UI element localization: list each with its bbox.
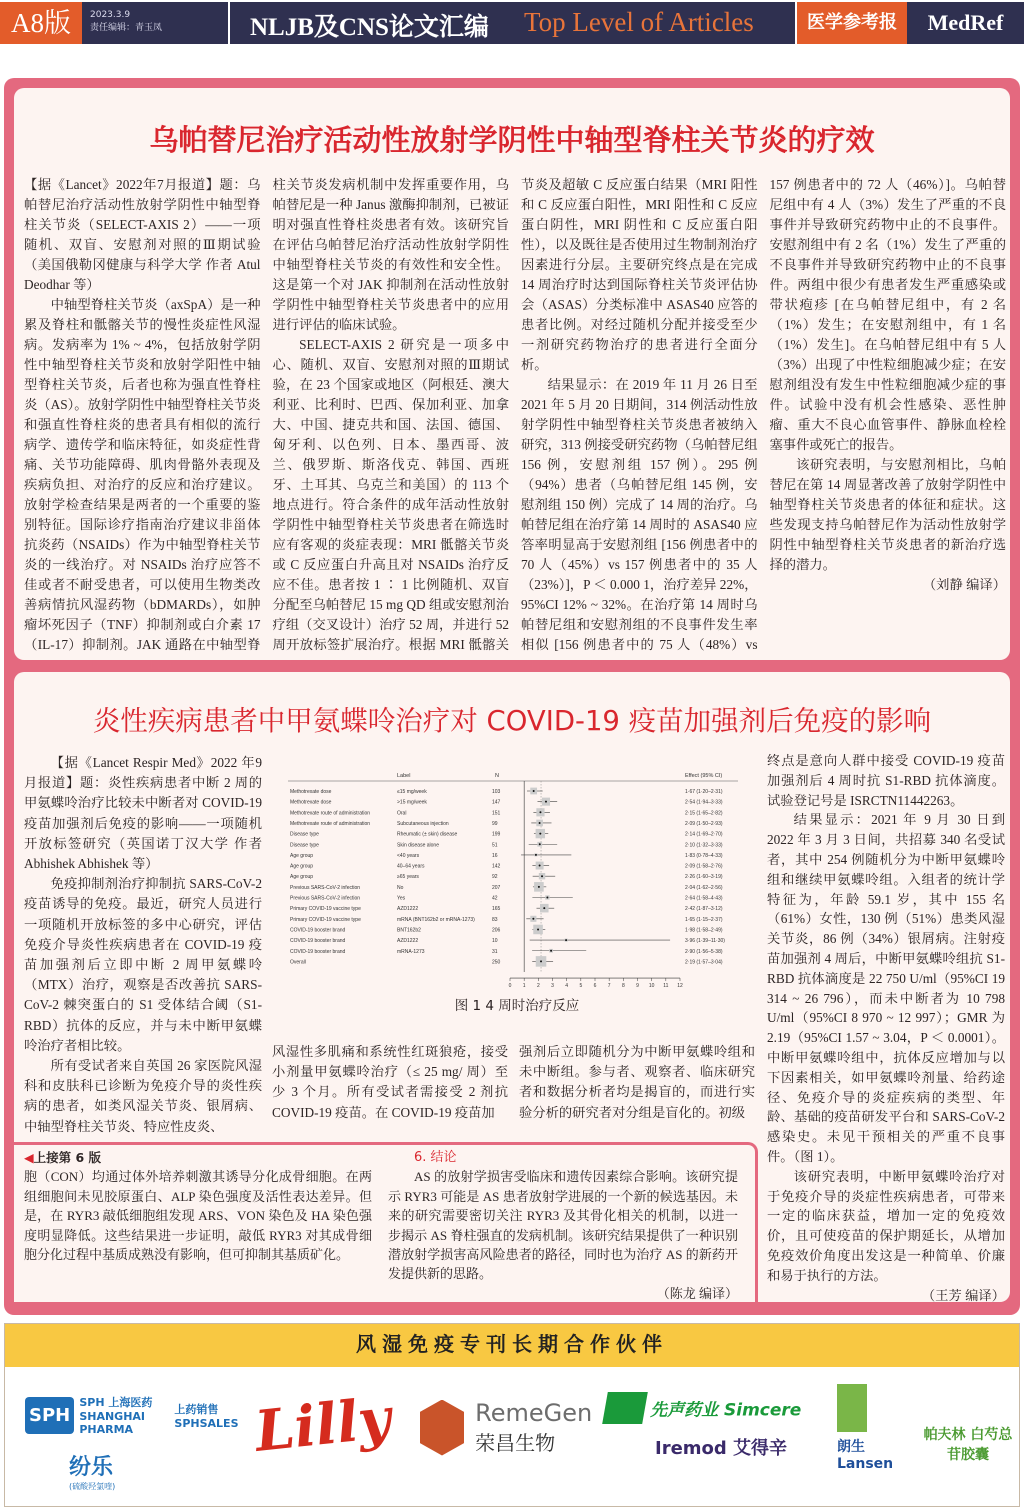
point-estimate	[539, 811, 541, 813]
editor-credit: 责任编辑：青玉凤	[90, 23, 163, 33]
simcere-mark-icon	[602, 1392, 648, 1424]
paragraph: 所有受试者来自英国 26 家医院风湿科和皮肤科已诊断为免疫介导的炎性疾病的患者，如类风湿关节炎、银屑病、中轴型脊柱关节炎、特应性皮炎、	[24, 1058, 262, 1134]
logo-remegen	[420, 1399, 592, 1456]
sph-mark: SPH	[25, 1397, 74, 1434]
partners-section	[4, 1323, 1020, 1507]
sph-text: SPH 上海医药 SHANGHAI PHARMA	[79, 1396, 153, 1436]
point-estimate	[535, 854, 537, 856]
x-tick-label: 3	[551, 983, 554, 990]
row-group: Primary COVID-19 vaccine type	[290, 906, 361, 913]
row-effect: 2·42 (1·87–3·12)	[685, 906, 723, 913]
row-effect: 1·98 (1·58–2·49)	[685, 927, 723, 934]
divider	[228, 2, 230, 44]
brand-cn: 医学参考报	[795, 2, 907, 44]
point-estimate	[541, 875, 543, 877]
row-label: >15 mg/week	[397, 799, 427, 806]
x-tick-label: 4	[565, 983, 569, 990]
logo-lilly: Lilly	[251, 1385, 394, 1465]
paragraph: 该研究表明，与安慰剂相比，乌帕替尼在第 14 周显著改善了放射学阴性中轴型脊柱关节炎患者的体征和症状。这些发现支持乌帕替尼作为活动性放射学阴性中轴型脊柱关节炎患者的新治疗选择的潜力。	[769, 457, 1006, 572]
paragraph: 结果显示：2021 年 9 月 30 日到 2022 年 3 月 3 日间，共招募 340 名受试者，其中 254 例随机分为中断甲氨蝶呤组和继续甲氨蝶呤组。入组者的统计学特征为，年龄 59.1 岁，其中 155 名（61%）女性，130 例（51%）患类风湿关节炎，86 例（34%）银屑病。注射疫苗加强剂 4 周后，中断甲氨蝶呤组抗 S1-RBD 抗体滴度是 22 750 U/ml（95%CI 19 314 ~ 26 796），而未中断者为 10 798 U/ml（95%CI 8 970 ~ 12 997）；GMR 为 2.19（95%CI 1.57 ~ 3.04，P ＜ 0.0001）。中断甲氨蝶呤组中，抗体反应增加与以下因素相关，如甲氨蝶呤剂量、给药途径、免疫介导的炎症疾病的类型、年龄、基础的疫苗研发平台和 SARS-CoV-2 感染史。未见干预相关的严重不良事件。（图 1）。	[767, 812, 1005, 1164]
x-tick-label: 6	[593, 983, 597, 990]
row-n: 142	[492, 863, 501, 870]
point-estimate	[539, 843, 541, 845]
row-n: 151	[492, 810, 501, 817]
signature: （刘静 编译）	[922, 577, 1006, 592]
row-n: 99	[492, 820, 498, 827]
row-n: 10	[492, 938, 498, 945]
sph-sales: 上药销售 SPHSALES	[174, 1402, 239, 1430]
lansen-mark-icon	[837, 1384, 867, 1432]
row-effect: 2·09 (1·50–2·93)	[685, 820, 723, 827]
point-estimate	[550, 950, 552, 952]
brand-en: MedRef	[927, 10, 1004, 35]
article-2-title: 炎性疾病患者中甲氨蝶呤治疗对 COVID-19 疫苗加强剂后免疫的影响	[92, 705, 932, 737]
row-group: Age group	[290, 863, 314, 870]
row-group: Methotrexate route of administration	[290, 820, 371, 827]
issue-meta	[90, 9, 162, 35]
iremod-name: Iremod 艾得辛	[655, 1438, 788, 1459]
row-n: 92	[492, 874, 498, 881]
paragraph: 免疫抑制剂治疗抑制抗 SARS-CoV-2 疫苗诱导的免疫。最近，研究人员进行一项随机开放标签的多中心研究，评估免疫介导炎性疾病患者在 COVID-19 疫苗加强剂后立即中断 2 周甲氨蝶呤（MTX）治疗，观察是否改善抗 SARS-CoV-2 棘突蛋白的 S1 受体结合阈（S1-RBD）抗体的反应，并与未中断甲氨蝶呤治疗者相比较。	[24, 876, 262, 1053]
section-title-cn: NLJB及CNS论文汇编	[250, 14, 489, 41]
row-group: Overall	[290, 959, 306, 966]
row-group: COVID-19 booster brand	[290, 938, 346, 945]
partners-title: 风湿免疫专刊长期合作伙伴	[5, 1324, 1019, 1367]
point-estimate	[539, 833, 541, 835]
article-2-col-3	[519, 1042, 755, 1123]
simcere-name: 先声药业 Simcere	[650, 1400, 802, 1421]
article-2-col-4	[767, 751, 1005, 1305]
row-effect: 2·54 (1·94–3·33)	[685, 799, 723, 806]
row-group: Age group	[290, 852, 314, 859]
section-heading: 6. 结论	[414, 1150, 457, 1165]
x-tick-label: 5	[579, 983, 583, 990]
point-estimate	[539, 822, 541, 824]
x-tick-label: 12	[677, 983, 683, 990]
row-group: Disease type	[290, 831, 319, 838]
paragraph: 中轴型脊柱关节炎（axSpA）是一种累及脊柱和骶髂关节的慢性炎症性风湿病。发病率为 1% ~ 4%，包括放射学阴性中轴型脊柱关节炎和放射学阳性中轴型脊柱关节炎，后者也称为强直性脊柱炎（AS）。放射学阴性中轴型脊柱关节炎和强直性脊柱炎的患者具有相似的流行病学、遗传学和临床特征，如炎症性背痛、关节功能障碍、肌肉骨骼外表现及疾病负担、对治疗的反应和治疗建议。放射学检查结果是两者的一个重要的鉴别特征。国际诊疗指南治疗建议非甾体抗炎药（NSAIDs）作为中轴型脊柱关节炎的一线治疗。对 NSAIDs 治疗应答不佳或者不耐受患者，可以使用生物类改善病情抗风湿药物（bDMARDs），如肿瘤坏死因子（TNF）抑制剂或白介素 17（IL-17）抑制剂。JAK 通路在中轴型脊柱关节炎发病机制中发挥重要作用，乌帕替尼是一种 Janus 激酶抑制剂，已被证明对强直性脊柱炎患者有效。该研究旨在评估乌帕替尼治疗活动性放射学阴性中轴型脊柱关节炎的有效性和安全性。这是第一个对 JAK 抑制剂在活动性放射学阴性中轴型脊柱关节炎患者中的应用进行评估的临床试验。	[24, 177, 509, 652]
logo-fenle	[69, 1450, 115, 1492]
signature: （王芳 编译）	[921, 1287, 1005, 1303]
fenle-sub: (硫酸羟氯喹)	[69, 1482, 116, 1491]
row-n: 250	[492, 959, 501, 966]
row-effect: 2·10 (1·32–3·33)	[685, 842, 723, 849]
row-label: ≤15 mg/week	[397, 789, 427, 795]
figure-caption: 图 1 4 周时治疗反应	[454, 998, 580, 1014]
row-effect: 2·14 (1·69–2·70)	[685, 831, 723, 838]
x-tick-label: 9	[636, 983, 639, 990]
row-effect: 2·04 (1·62–2·56)	[685, 884, 723, 891]
row-effect: 3·96 (1·39–11·30)	[685, 938, 725, 945]
row-label: ≥65 years	[397, 874, 419, 881]
logo-lansen	[837, 1384, 1013, 1472]
row-n: 199	[492, 831, 501, 838]
row-effect: 2·09 (1·58–2·76)	[685, 863, 723, 870]
paragraph: 结果显示：在 2019 年 11 月 26 日至 2021 年 5 月 20 日期间，314 例活动性放射学阴性中轴型脊柱关节炎患者被纳入研究，313 例接受研究药物（乌帕替尼组 156 例，安慰剂组 157 例）。295 例（94%）患者（乌帕替尼组 145 例，安慰剂组 150 例）完成了 14 周的治疗。乌帕替尼组在治疗第 14 周时的 ASAS40 应答率明显高于安慰剂组 [156 例患者中的 70 人（45%）vs 157 例患者中的 35 人（23%）]，P ＜ 0.000 1，治疗差异 22%，95%CI 12% ~ 32%。在治疗第 14 周时乌帕替尼组和安慰剂组的不良事件发生率相似 [156 例患者中的 75 人（48%）vs 157 例患者中的 72 人（46%）]。乌帕替尼组中有 4 人（3%）发生了严重的不良事件并导致研究药物中止的不良事件。安慰剂组中有 2 名（1%）发生了严重的不良事件并导致研究药物中止的不良事件。两组中很少有患者发生严重感染或带状疱疹 [在乌帕替尼组中，有 2 名（1%）发生；在安慰剂组中，有 1 名（1%）发生]。在乌帕替尼组中有 5 人（3%）出现了中性粒细胞减少症；在安慰剂组没有发生中性粒细胞减少症的事件。试验中没有机会性感染、恶性肿瘤、重大不良心血管事件、静脉血栓栓塞事件或死亡的报告。	[521, 177, 1006, 652]
page-header	[0, 2, 1024, 44]
header-effect: Effect (95% CI)	[685, 773, 723, 779]
row-label: AZD1222	[397, 938, 419, 945]
point-estimate	[546, 897, 548, 899]
row-group: COVID-19 booster brand	[290, 927, 346, 934]
row-effect: 2·64 (1·58–4·43)	[685, 895, 723, 902]
lansen-name: 朗生 Lansen	[837, 1439, 894, 1472]
point-estimate	[538, 886, 540, 888]
row-label: <40 years	[397, 852, 420, 859]
x-tick-label: 11	[663, 983, 669, 990]
x-tick-label: 1	[522, 983, 526, 990]
article-1-title: 乌帕替尼治疗活动性放射学阴性中轴型脊柱关节炎的疗效	[149, 123, 875, 157]
paragraph: 风湿性多肌痛和系统性红斑狼疮，接受小剂量甲氨蝶呤治疗（≤ 25 mg/ 周）至少 3 个月。所有受试者需接受 2 剂抗 COVID-19 疫苗。在 COVID-19 疫苗加	[272, 1044, 508, 1120]
article-2-title-box	[14, 672, 1010, 752]
point-estimate	[565, 939, 567, 941]
row-group: Age group	[290, 874, 314, 881]
paragraph: 【据《Lancet Respir Med》2022 年9月报道】题：炎性疾病患者中断 2 周的甲氨蝶呤治疗比较未中断者对 COVID-19 疫苗加强剂后免疫的影响——一项随机开放标签研究（英国诺丁汉大学 作者 Abhishek Abhishek 等）	[24, 755, 262, 872]
row-n: 207	[492, 884, 501, 891]
article-2-col-1	[24, 753, 262, 1137]
row-label: No	[397, 884, 404, 891]
row-group: Methotrexate route of administration	[290, 810, 371, 817]
point-estimate	[540, 960, 542, 962]
row-label: Oral	[397, 810, 407, 817]
paragraph: SELECT-AXIS 2 研究是一项多中心、随机、双盲、安慰剂对照的Ⅲ期试验，在 23 个国家或地区（阿根廷、澳大利亚、比利时、巴西、保加利亚、加拿大、中国、捷克共和国、法国、德国、匈牙利、以色列、日本、墨西哥、波兰、俄罗斯、斯洛伐克、韩国、西班牙、土耳其、乌克兰和美国）的 113 个地点进行。符合条件的成年活动性放射学阴性中轴型脊柱关节炎患者在筛选时应有客观的炎症表现：MRI 骶髂关节炎或 C 反应蛋白升高且对 NSAIDs 治疗反应不佳。患者按 1 ∶ 1 比例随机、双盲分配至乌帕替尼 15 mg QD 组或安慰剂治疗组（交叉设计）治疗 52 周，并进行 52 周开放标签扩展治疗。根据 MRI 骶髂关节炎及超敏 C 反应蛋白结果（MRI 阳性和 C 反应蛋白阳性，MRI 阳性和 C 反应蛋白阴性，MRI 阴性和 C 反应蛋白阳性），以及既往是否使用过生物制剂治疗因素进行分层。主要研究终点是在完成 14 周治疗时达到国际脊柱关节炎评估协会（ASAS）分类标准中 ASAS40 应答的患者比例。对经过随机分配并接受至少一剂研究药物治疗的患者进行全面分析。	[272, 177, 758, 652]
article-2-col-2	[272, 1042, 508, 1123]
logo-sph	[25, 1394, 255, 1436]
row-group: Methotrexate dose	[290, 799, 332, 806]
x-tick-label: 0	[508, 983, 512, 990]
row-label: mRNA-1273	[397, 948, 425, 955]
paragraph: 终点是意向人群中接受 COVID-19 疫苗加强剂后 4 周时抗 S1-RBD 抗体滴度。试验登记号是 ISRCTN11442263。	[767, 753, 1005, 808]
pafulin-name: 帕夫林 白芍总苷胶囊	[923, 1427, 1013, 1463]
x-tick-label: 2	[536, 983, 540, 990]
row-n: 103	[492, 789, 501, 795]
row-group: Previous SARS-CoV-2 infection	[290, 895, 361, 902]
paragraph: 强剂后立即随机分为中断甲氨蝶呤组和未中断组。参与者、观察者、临床研究者和数据分析者均是揭盲的，而进行实验分析的研究者对分组是盲化的。初级	[519, 1044, 755, 1120]
paragraph: 【据《Lancet》2022年7月报道】题：乌帕替尼治疗活动性放射学阴性中轴型脊柱关节炎（SELECT-AXIS 2）——一项随机、双盲、安慰剂对照的Ⅲ期试验（美国俄勒冈健康与科学大学 作者 Atul Deodhar 等）	[24, 177, 261, 292]
paragraph: AS 的放射学损害受临床和遗传因素综合影响。该研究提示 RYR3 可能是 AS 患者放射学进展的一个新的候选基因。未来的研究需要密切关注 RYR3 及其骨化相关的机制，以进一步揭示 AS 脊柱强直的发病机制。该研究结果提供了一种识别潜放射学损害高风险患者的路径，同时也为治疗 AS 的新药开发提供新的思路。	[388, 1169, 738, 1282]
row-group: Primary COVID-19 vaccine type	[290, 916, 361, 923]
point-estimate	[545, 801, 547, 803]
logo-simcere	[605, 1392, 801, 1460]
x-tick-label: 8	[621, 983, 625, 990]
header-n: N	[495, 773, 499, 779]
row-n: 51	[492, 842, 498, 849]
row-label: AZD1222	[397, 906, 419, 913]
row-n: 31	[492, 948, 498, 955]
row-label: BNT162b2	[397, 927, 421, 934]
paragraph: 该研究表明，中断甲氨蝶呤治疗对于免疫介导的炎症性疾病患者，可带来一定的临床获益，增加一定的免疫效价，且可使疫苗的保护期延长，从增加免疫效价角度出发这是一种简单、价廉和易于执行的方法。	[767, 1168, 1005, 1283]
row-label: Yes	[397, 895, 406, 902]
row-n: 206	[492, 927, 501, 934]
continued-label: ◀上接第 6 版	[24, 1150, 102, 1165]
point-estimate	[532, 918, 534, 920]
row-n: 83	[492, 916, 498, 923]
point-estimate	[533, 790, 535, 792]
remegen-cn: 荣昌生物	[475, 1431, 556, 1455]
row-effect: 2·19 (1·57–3·04)	[685, 959, 723, 966]
row-n: 147	[492, 799, 501, 806]
row-label: 40–64 years	[397, 863, 425, 870]
row-effect: 1·83 (0·78–4·33)	[685, 852, 723, 859]
row-label: mRNA (BNT162b2 or mRNA-1273)	[397, 916, 475, 923]
continued-left	[24, 1148, 372, 1264]
point-estimate	[543, 907, 545, 909]
point-estimate	[539, 865, 541, 867]
row-effect: 1·65 (1·15–2·37)	[685, 916, 723, 923]
row-group: Methotrexate dose	[290, 789, 332, 795]
continued-right	[388, 1148, 738, 1303]
forest-plot	[282, 766, 752, 996]
article-1-columns	[24, 175, 1006, 655]
header-label: Label	[397, 773, 411, 779]
row-effect: 2·26 (1·60–3·19)	[685, 874, 723, 881]
point-estimate	[537, 928, 539, 930]
x-tick-label: 7	[607, 983, 611, 990]
row-label: Subcutaneous injection	[397, 820, 449, 827]
section-title-en: Top Level of Articles	[524, 7, 754, 37]
row-group: Disease type	[290, 842, 319, 849]
row-effect: 1·67 (1·20–2·31)	[685, 789, 723, 795]
row-group: Previous SARS-CoV-2 infection	[290, 884, 361, 891]
row-n: 165	[492, 906, 501, 913]
edition-label: A8版	[0, 2, 82, 44]
x-tick-label: 10	[648, 983, 655, 990]
remegen-mark-icon	[420, 1400, 464, 1456]
signature: （陈龙 编译）	[656, 1285, 738, 1301]
remegen-name: RemeGen	[475, 1399, 593, 1427]
issue-date: 2023.3.9	[90, 10, 131, 20]
paragraph: 胞（CON）均通过体外培养刺激其诱导分化成骨细胞。在两组细胞间未见胶原蛋白、ALP 染色强度及活性表达差异。但是，在 RYR3 敲低细胞组发现 ARS、VON 染色及 HA 染色强度明显降低。这些结果进一步证明，敲低 RYR3 对其成骨细胞分化过程中基质成熟没有影响，但可抑制其基质矿化。	[24, 1169, 372, 1263]
row-n: 16	[492, 852, 498, 859]
row-label: Skin disease alone	[397, 842, 439, 849]
row-label: Rheumatic (± skin) disease	[397, 831, 458, 838]
row-n: 42	[492, 895, 498, 902]
row-effect: 2·90 (1·56–5·38)	[685, 948, 723, 955]
fenle-name: 纷乐	[69, 1455, 114, 1480]
row-effect: 2·15 (1·65–2·82)	[685, 810, 723, 817]
arrow-left-icon: ◀	[24, 1150, 34, 1165]
row-group: COVID-19 booster brand	[290, 948, 346, 955]
